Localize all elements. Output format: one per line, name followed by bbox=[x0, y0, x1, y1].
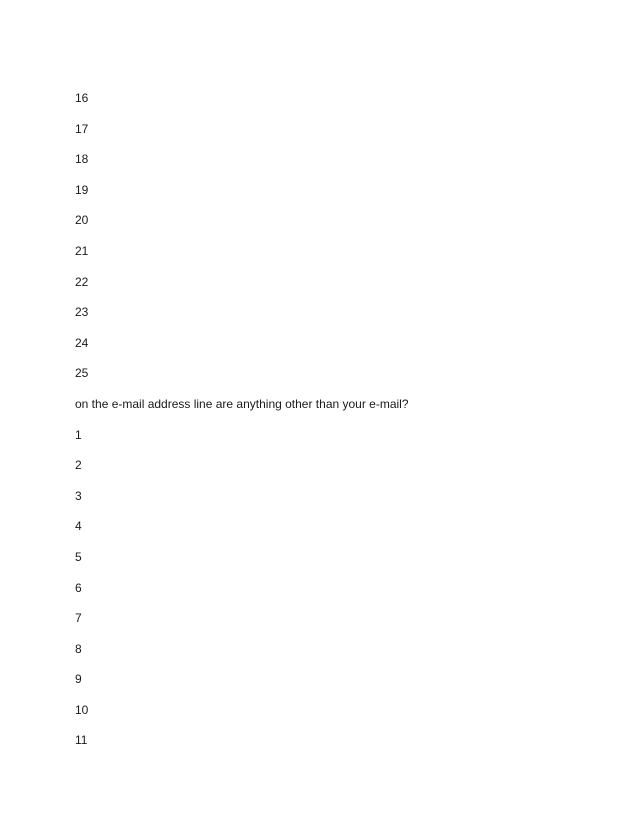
document-lines bbox=[75, 90, 615, 763]
line-number: 6 bbox=[75, 580, 82, 595]
line-number: 19 bbox=[75, 182, 89, 197]
line-number: 18 bbox=[75, 152, 89, 167]
line-number: 4 bbox=[75, 519, 82, 534]
line-number: 23 bbox=[75, 305, 89, 320]
line-number: 7 bbox=[75, 611, 82, 626]
line-number: 17 bbox=[75, 121, 89, 136]
line-number: 21 bbox=[75, 243, 89, 258]
line-number: 20 bbox=[75, 213, 89, 228]
line-number: 2 bbox=[75, 458, 82, 473]
line-number: 3 bbox=[75, 488, 82, 503]
line-number: 24 bbox=[75, 335, 89, 350]
line-number: 22 bbox=[75, 274, 89, 289]
line-number: 11 bbox=[75, 733, 88, 748]
line-number: 8 bbox=[75, 641, 82, 656]
line-number: 9 bbox=[75, 672, 82, 687]
line-number: 16 bbox=[75, 91, 89, 105]
line-number: 25 bbox=[75, 366, 89, 381]
question-text: on the e-mail address line are anything other than your e-mail? bbox=[75, 396, 409, 411]
line-number: 5 bbox=[75, 549, 82, 564]
line-number: 1 bbox=[75, 427, 82, 442]
line-number: 10 bbox=[75, 702, 89, 717]
